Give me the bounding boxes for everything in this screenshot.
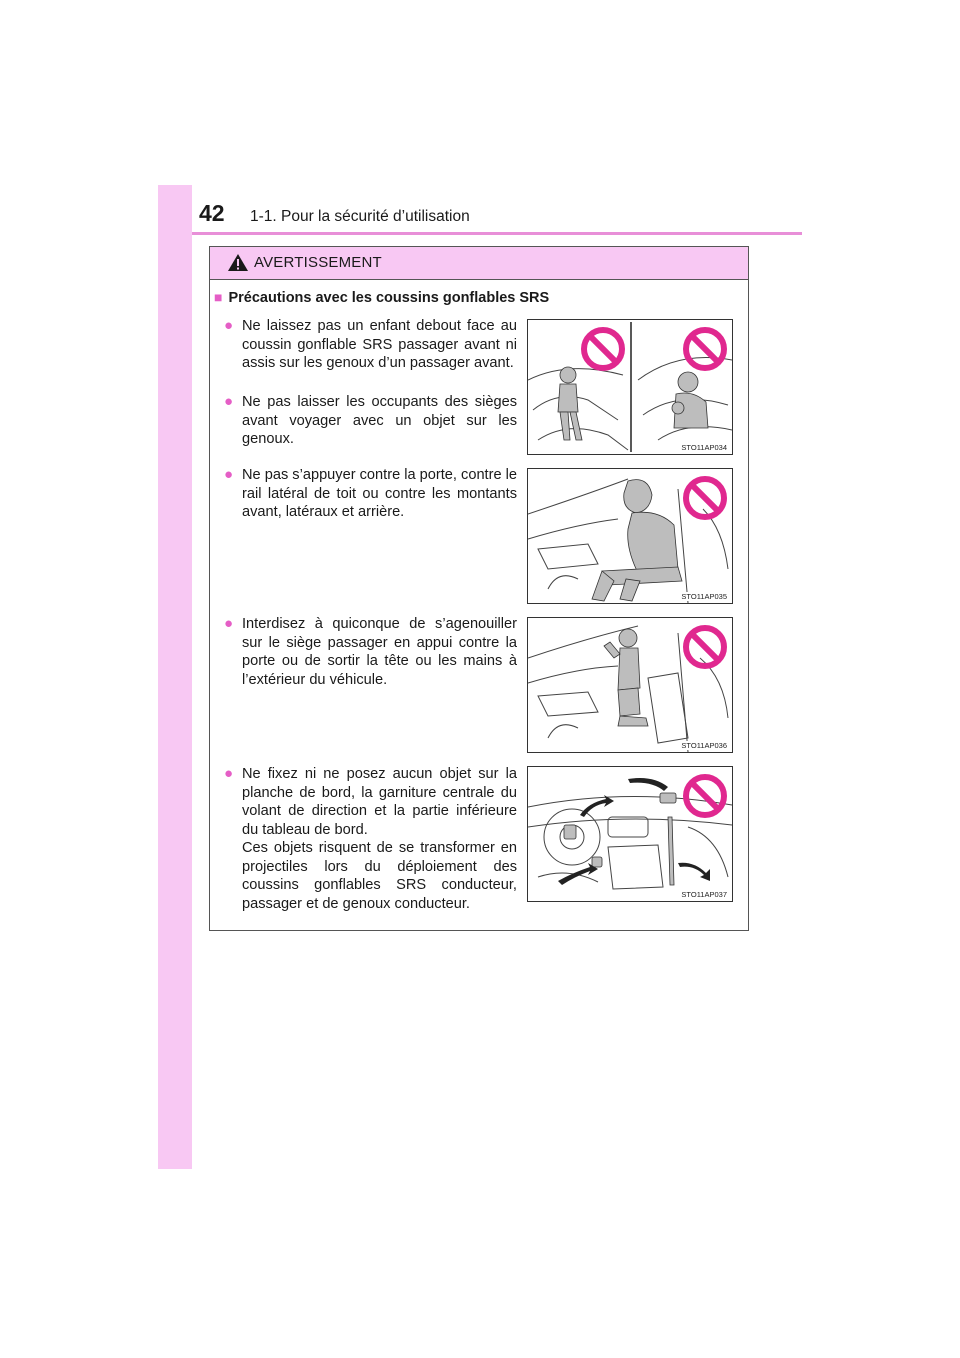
warning-label: AVERTISSEMENT (254, 254, 382, 271)
illustration-kneeling-seat (527, 617, 733, 753)
bullet-item (224, 393, 517, 449)
bullet-dot-icon: ● (224, 466, 234, 483)
bullet-dot-icon: ● (224, 393, 234, 410)
warning-subheading (214, 289, 549, 306)
prohibition-icon (580, 326, 626, 372)
prohibition-icon (682, 475, 728, 521)
bullet-text-continued: Ces objets risquent de se transformer en projectiles lors du déploiement des coussins gonflables SRS conducteur, passager et de genoux conducteur. (242, 840, 517, 912)
section-title: 1-1. Pour la sécurité d’utilisation (250, 208, 470, 225)
bullet-text: Ne fixez ni ne posez aucun objet sur la planche de bord, la garniture centrale du volant de direction et la partie inférieure du tableau de bord. (242, 766, 517, 838)
warning-triangle-icon (227, 253, 249, 272)
bullet-dot-icon: ● (224, 317, 234, 334)
illustration-leaning-door (527, 468, 733, 604)
prohibition-icon (682, 624, 728, 670)
warning-heading-text: Précautions avec les coussins gonflables SRS (228, 290, 550, 306)
bullet-item (224, 317, 517, 373)
side-color-strip (158, 185, 192, 1169)
figure-code: STO11AP035 (681, 592, 727, 601)
bullet-dot-icon: ● (224, 615, 234, 632)
figure-code: STO11AP036 (681, 741, 727, 750)
bullet-item (224, 466, 517, 522)
square-bullet-icon: ■ (214, 289, 223, 305)
page-number: 42 (199, 200, 225, 226)
warning-header (210, 247, 748, 280)
illustration-child-airbag (527, 319, 733, 455)
bullet-text: Ne pas laisser les occupants des sièges avant voyager avec un objet sur les genoux. (242, 394, 517, 447)
header-rule (192, 232, 802, 235)
figure-code: STO11AP037 (681, 890, 727, 899)
figure-code: STO11AP034 (681, 443, 727, 452)
illustration-dashboard-objects (527, 766, 733, 902)
bullet-text: Interdisez à quiconque de s’agenouiller sur le siège passager en appui contre la porte ou de sortir la tête ou les mains à l’extérieur du véhicule. (242, 616, 517, 688)
bullet-dot-icon: ● (224, 765, 234, 782)
bullet-text: Ne laissez pas un enfant debout face au coussin gonflable SRS passager avant ni assis sur les genoux d’un passager avant. (242, 318, 517, 371)
bullet-item (224, 615, 517, 689)
prohibition-icon (682, 326, 728, 372)
prohibition-icon (682, 773, 728, 819)
bullet-item (224, 765, 517, 913)
warning-box (209, 246, 749, 931)
bullet-text: Ne pas s’appuyer contre la porte, contre le rail latéral de toit ou contre les montants avant, latéraux et arrière. (242, 467, 518, 520)
